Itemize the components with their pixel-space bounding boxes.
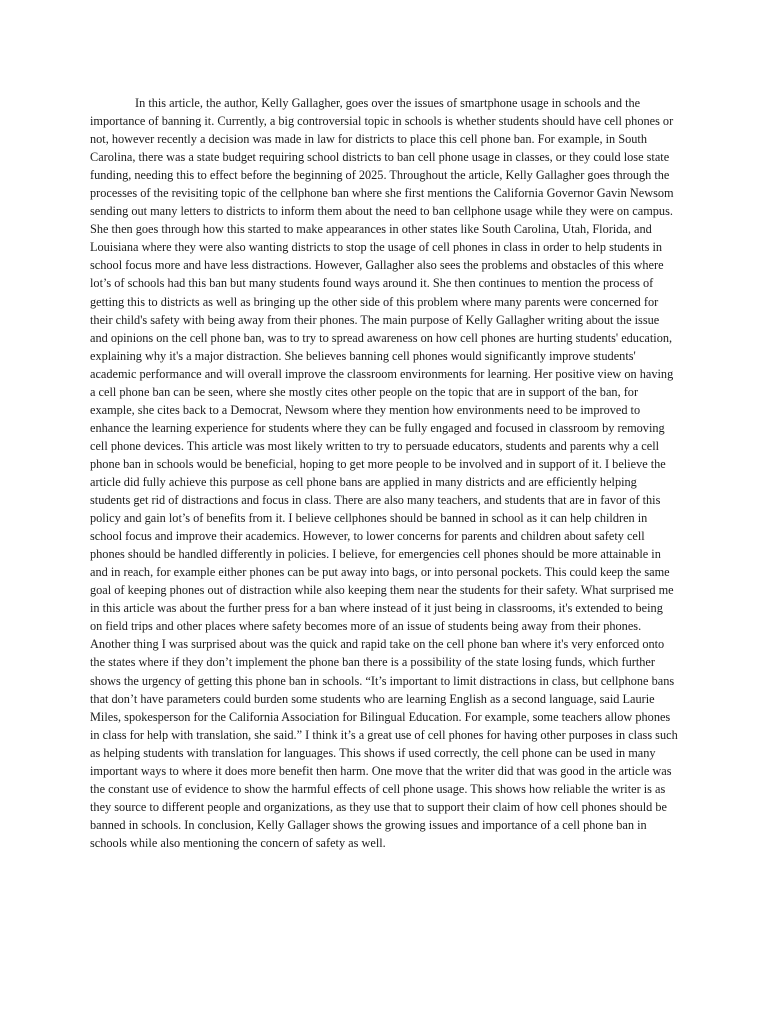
- body-paragraph: In this article, the author, Kelly Gallagher, goes over the issues of smartphone usage in schools and the importance of banning it. Currently, a big controversial topic in schools is whether students should have cell phones or not, however recently a decision was made in law for districts to place this cell phone ban. For example, in South Carolina, there was a state budget requiring school districts to ban cell phone usage in classes, or they could lose state funding, needing this to effect before the beginning of 2025. Throughout the article, Kelly Gallagher goes through the processes of the revisiting topic of the cellphone ban where she first mentions the California Governor Gavin Newsom sending out many letters to districts to inform them about the need to ban cellphone usage while they were on campus. She then goes through how this started to make appearances in other states like South Carolina, Utah, Florida, and Louisiana where they were also wanting districts to stop the usage of cell phones in class in order to help students in school focus more and have less distractions. However, Gallagher also sees the problems and obstacles of this where lot’s of schools had this ban but many students found ways around it. She then continues to mention the process of getting this to districts as well as bringing up the other side of this problem where many parents were concerned for their child's safety with being away from their phones. The main purpose of Kelly Gallagher writing about the issue and opinions on the cell phone ban, was to try to spread awareness on how cell phones are hurting students' education, explaining why it's a major distraction. She believes banning cell phones would significantly improve students' academic performance and will overall improve the classroom environments for learning. Her positive view on having a cell phone ban can be seen, where she mostly cites other people on the topic that are in support of the ban, for example, she cites back to a Democrat, Newsom where they mention how environments need to be improved to enhance the learning experience for students where they can be fully engaged and focused in classroom by removing cell phone devices. This article was most likely written to try to persuade educators, students and parents why a cell phone ban in schools would be beneficial, hoping to get more people to be involved and in support of it. I believe the article did fully achieve this purpose as cell phone bans are applied in many districts and are efficiently helping students get rid of distractions and focus in class. There are also many teachers, and students that are in favor of this policy and gain lot’s of benefits from it. I believe cellphones should be banned in school as it can help children in school focus and improve their academics. However, to lower concerns for parents and children about safety cell phones should be handled differently in policies. I believe, for emergencies cell phones should be more attainable in and in reach, for example either phones can be put away into bags, or into personal pockets. This could keep the same goal of keeping phones out of distraction while also keeping them near the students for their safety. What surprised me in this article was about the further press for a ban where instead of it just being in classrooms, it's extended to being on field trips and other places where safety becomes more of an issue of students being away from their phones. Another thing I was surprised about was the quick and rapid take on the cell phone ban where it's very enforced onto the states where if they don’t implement the phone ban there is a possibility of the state losing funds, which further shows the urgency of getting this phone ban in schools. “It’s important to limit distractions in class, but cellphone bans that don’t have parameters could burden some students who are learning English as a second language, said Laurie Miles, spokesperson for the California Association for Bilingual Education. For example, some teachers allow phones in class for help with translation, she said.” I think it’s a great use of cell phones for having other purposes in class such as helping students with translation for languages. This shows if used correctly, the cell phone can be used in many important ways to where it does more benefit then harm. One move that the writer did that was good in the article was the constant use of evidence to show the harmful effects of cell phone usage. This shows how reliable the writer is as they source to different people and organizations, as they use that to support their claim of how cell phones should be banned in schools. In conclusion, Kelly Gallager shows the growing issues and importance of a cell phone ban in schools while also mentioning the concern of safety as well.: [90, 96, 678, 850]
